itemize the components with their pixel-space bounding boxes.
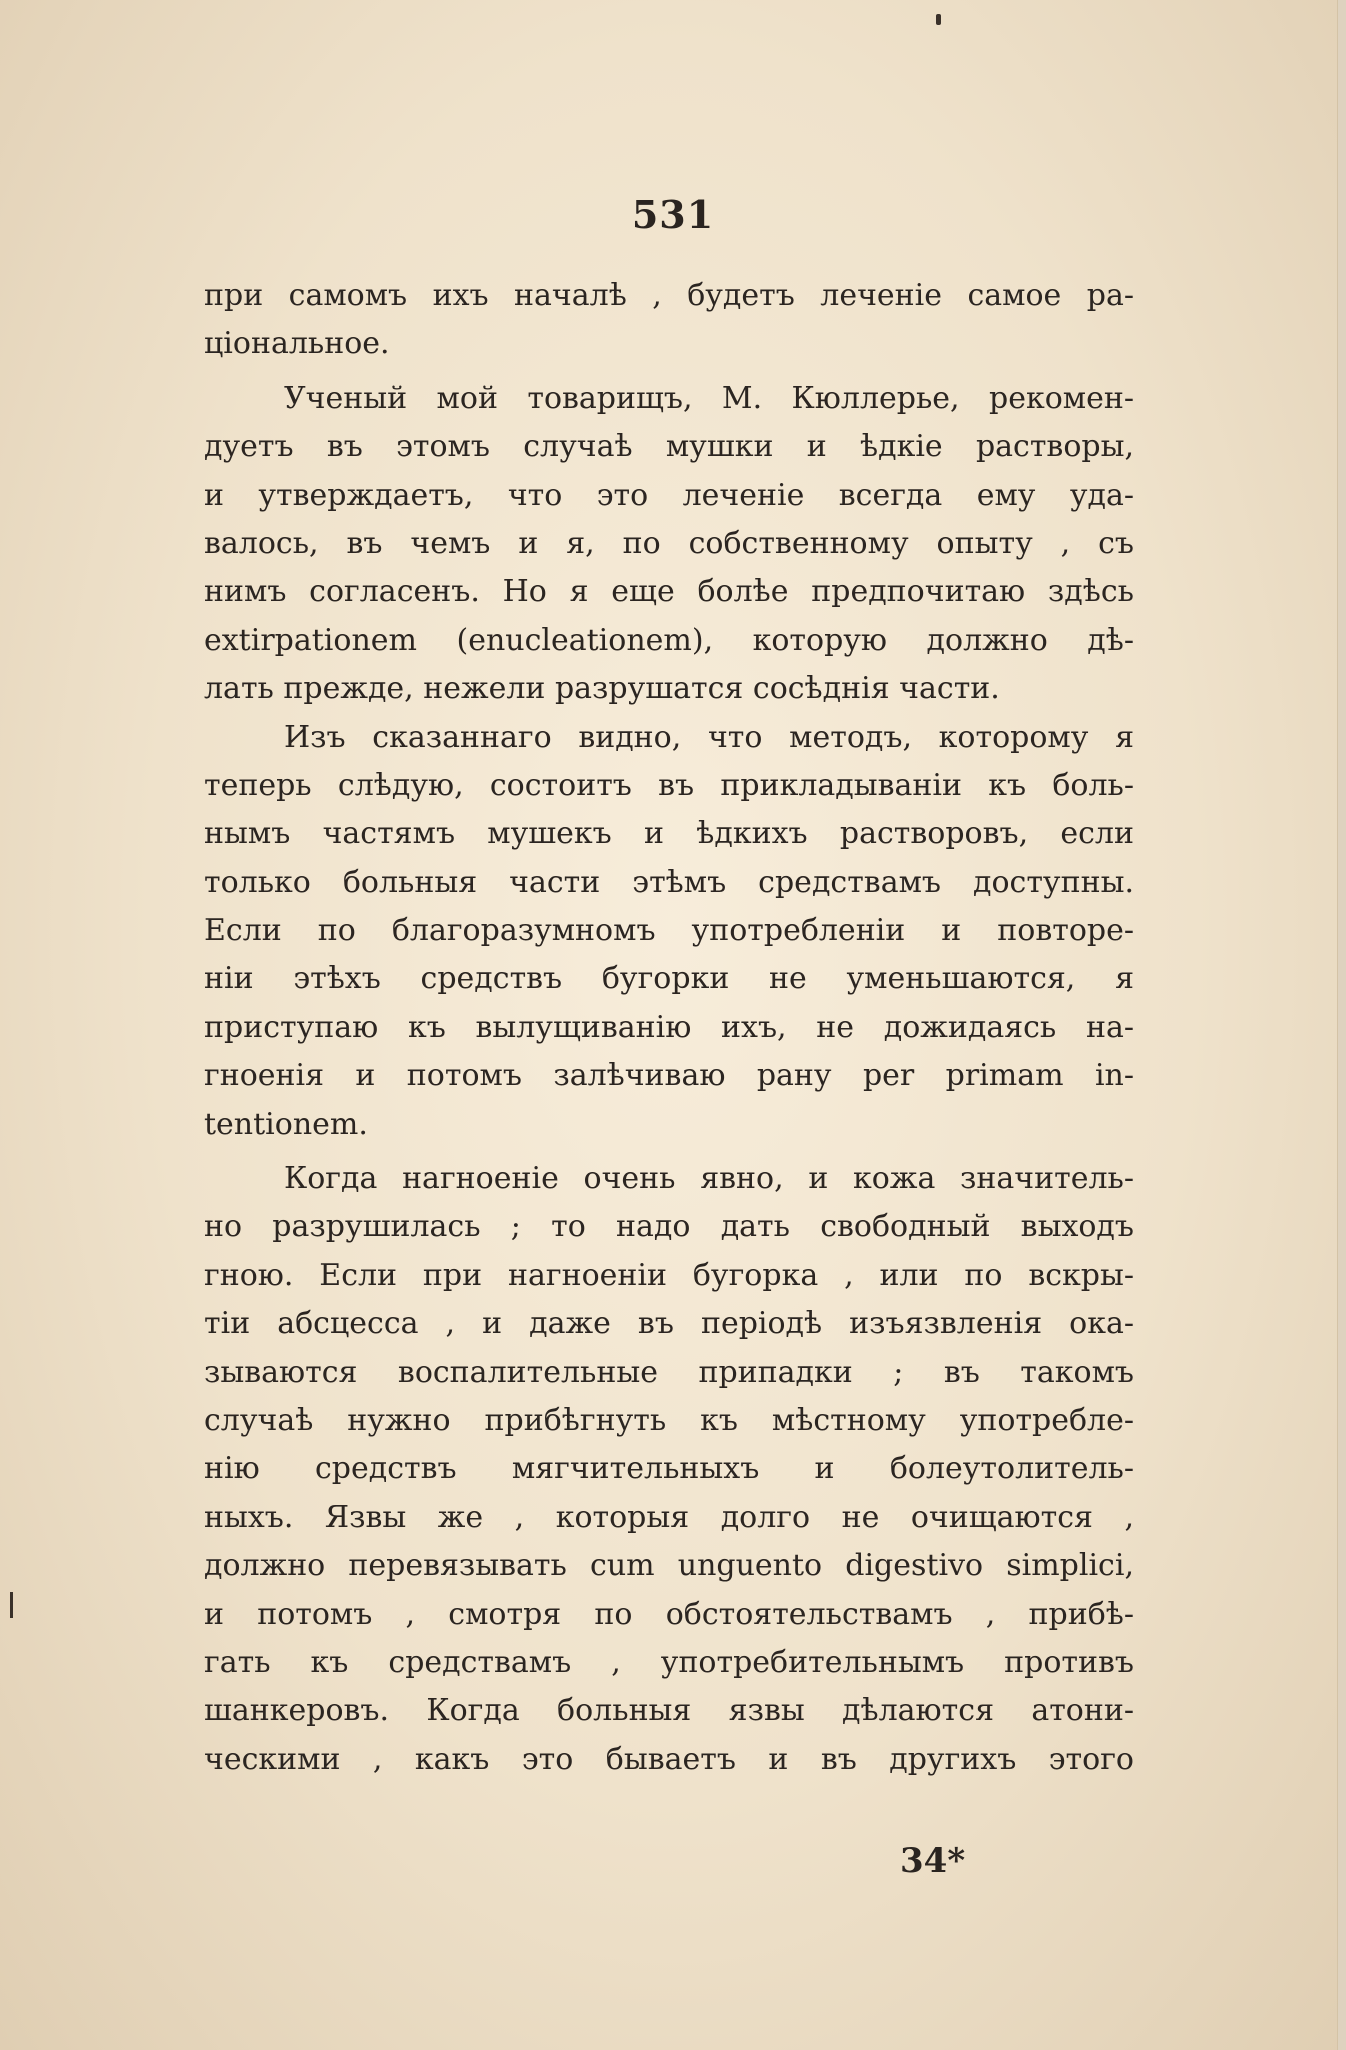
text-line: гноенія и потомъ залѣчиваю рану per primam in-	[204, 1058, 1134, 1094]
text-line: при самомъ ихъ началѣ , будетъ леченіе самое ра-	[204, 278, 1134, 313]
text-line: но разрушилась ; то надо дать свободный выходъ	[204, 1209, 1134, 1245]
text-line: ціональное.	[204, 326, 390, 362]
text-line: случаѣ нужно прибѣгнуть къ мѣстному употребле-	[204, 1402, 1134, 1438]
text-line: ніи этѣхъ средствъ бугорки не уменьшаются, я	[204, 961, 1134, 997]
text-line: и потомъ , смотря по обстоятельствамъ , прибѣ-	[204, 1596, 1134, 1632]
text-line: тіи абсцесса , и даже въ періодѣ изъязвленія ока-	[204, 1306, 1134, 1342]
text-line: tentionem.	[204, 1106, 368, 1142]
signature-mark: 34*	[900, 1841, 966, 1881]
text-line: и утверждаетъ, что это леченіе всегда ему уда-	[204, 477, 1134, 513]
text-line: Ученый мой товарищъ, М. Кюллерье, рекомен-	[284, 380, 1134, 416]
body-text	[204, 272, 1134, 1784]
text-line: гною. Если при нагноеніи бугорка , или по вскры-	[204, 1257, 1134, 1293]
text-line: шанкеровъ. Когда больныя язвы дѣлаются атони-	[204, 1693, 1134, 1729]
text-line: нымъ частямъ мушекъ и ѣдкихъ растворовъ, если	[204, 816, 1134, 852]
text-line: валось, въ чемъ и я, по собственному опыту , съ	[204, 525, 1134, 561]
text-line: теперь слѣдую, состоитъ въ прикладываніи къ боль-	[204, 767, 1134, 803]
text-line: ческими , какъ это бываетъ и въ другихъ этого	[204, 1741, 1134, 1777]
text-line: лать прежде, нежели разрушатся сосѣднія части.	[204, 671, 1000, 707]
text-line: нію средствъ мягчительныхъ и болеутолитель-	[204, 1451, 1134, 1487]
text-line: зываются воспалительные припадки ; въ такомъ	[204, 1354, 1134, 1390]
text-line: только больныя части этѣмъ средствамъ доступны.	[204, 864, 1134, 900]
text-line: должно перевязывать cum unguento digestivo simplici,	[204, 1548, 1134, 1584]
text-line: Когда нагноеніе очень явно, и кожа значитель-	[284, 1161, 1134, 1197]
text-line: дуетъ въ этомъ случаѣ мушки и ѣдкіе растворы,	[204, 429, 1134, 465]
text-line: гать къ средствамъ , употребительнымъ противъ	[204, 1644, 1134, 1680]
page-number: 531	[631, 192, 715, 237]
text-line: нимъ согласенъ. Но я еще болѣе предпочитаю здѣсь	[204, 574, 1134, 610]
page-edge	[1337, 0, 1346, 2050]
text-line: Если по благоразумномъ употребленіи и повторе-	[204, 913, 1134, 949]
text-line: приступаю къ вылущиванію ихъ, не дожидаясь на-	[204, 1009, 1134, 1045]
text-line: ныхъ. Язвы же , которыя долго не очищаются ,	[204, 1499, 1134, 1535]
margin-mark	[10, 1592, 13, 1618]
text-line: extirpationem (enucleationem), которую должно дѣ-	[204, 622, 1134, 658]
text-line: Изъ сказаннаго видно, что методъ, которому я	[284, 719, 1134, 755]
ink-speck	[936, 14, 941, 25]
